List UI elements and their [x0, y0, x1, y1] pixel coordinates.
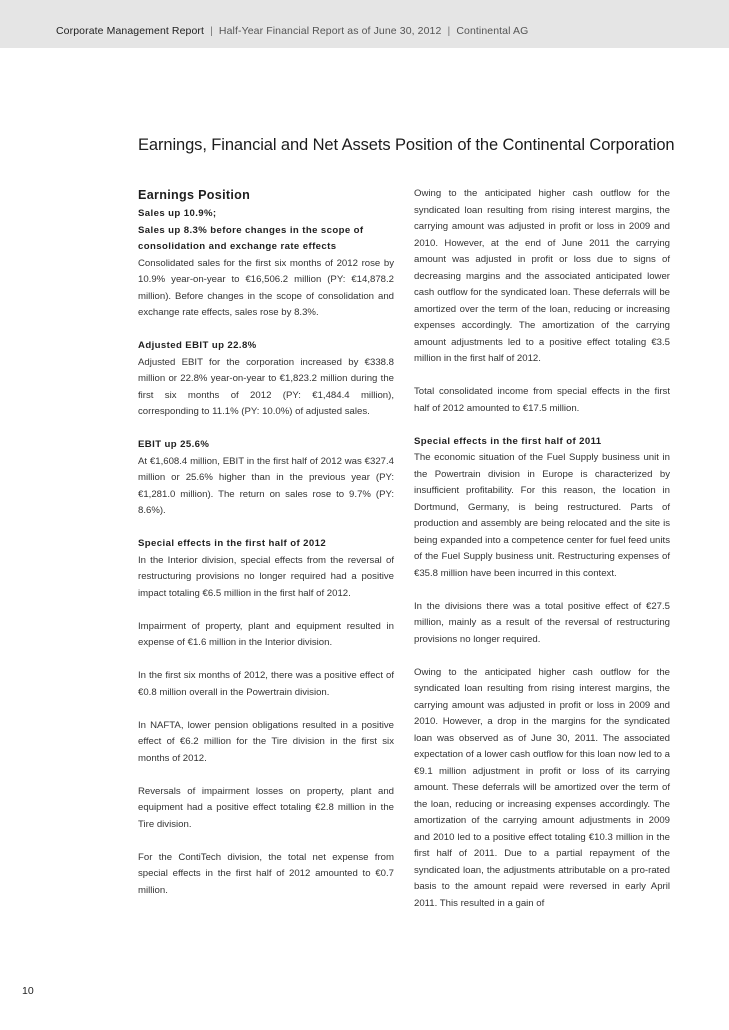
right-column	[414, 186, 670, 929]
earnings-position-heading: Earnings Position	[138, 188, 251, 202]
fuel-supply-paragraph: The economic situation of the Fuel Supply business unit in the Powertrain division in Europe is characterized by insufficient profitability. For this reason, the location in Dortmund, Germany, is being restructured. Parts of production and assembly are being relocated and the site is being expanded into a competence center for fuel feed units of the Fuel Supply business unit. Restructuring expenses of €35.8 million have been incurred in this context.	[414, 452, 670, 579]
sales-subhead-2: Sales up 8.3% before changes in the scope of consolidation and exchange rate effects	[138, 224, 364, 252]
nafta-pension-paragraph: In NAFTA, lower pension obligations resulted in a positive effect of €6.2 million for the Tire division in the first six months of 2012.	[138, 719, 394, 764]
adjusted-ebit-paragraph: Adjusted EBIT for the corporation increased by €338.8 million or 22.8% year-on-year to €1,823.2 million during the first six months of 2012 (PY: €1,484.4 million), corresponding to 11.1% (PY: 10.0%) of adjusted sales.	[138, 356, 394, 417]
powertrain-paragraph: In the first six months of 2012, there was a positive effect of €0.8 million overall in the Powertrain division.	[138, 670, 394, 698]
divisions-positive-effect-paragraph: In the divisions there was a total positive effect of €27.5 million, mainly as a result of the reversal of restructuring provisions no longer required.	[414, 600, 670, 645]
header-separator-1: |	[210, 25, 213, 37]
page-title: Earnings, Financial and Net Assets Position of the Continental Corporation	[138, 136, 675, 154]
sales-paragraph: Consolidated sales for the first six months of 2012 rose by 10.9% year-on-year to €16,506.2 million (PY: €14,878.2 million). Before changes in the scope of consolidation and exchange rate effects, sales rose by 8.3%.	[138, 257, 394, 318]
sales-subhead-1: Sales up 10.9%;	[138, 208, 217, 219]
header-company: Continental AG	[456, 25, 529, 37]
total-special-effects-paragraph: Total consolidated income from special effects in the first half of 2012 amounted to €17.5 million.	[414, 386, 670, 414]
impairment-interior-paragraph: Impairment of property, plant and equipment resulted in expense of €1.6 million in the Interior division.	[138, 620, 394, 648]
left-column	[138, 186, 394, 916]
page-header	[0, 0, 729, 48]
syndicated-loan-2011-paragraph: Owing to the anticipated higher cash outflow for the syndicated loan resulting from rising interest margins, the carrying amount was adjusted in profit or loss in 2009 and 2010. However, a drop in the margins for the syndicated loan was observed as of June 30, 2011. The associated expectation of a lower cash outflow for this loan now led to a €9.1 million adjustment in profit or loss of its carrying amount. These deferrals will be amortized over the term of the loan, reducing or increasing expenses accordingly. The amortization of the carrying amount adjustments in 2009 and 2010 led to a positive effect totaling €10.3 million in the first half of 2011. Due to a partial repayment of the syndicated loan, the adjustments attributable on a pro-rated basis to the amount repaid were reversed in early April 2011. This resulted in a gain of	[414, 666, 670, 909]
syndicated-loan-2012-paragraph: Owing to the anticipated higher cash outflow for the syndicated loan resulting from rising interest margins, the carrying amount was adjusted in profit or loss in 2009 and 2010. However, at the end of June 2011 the carrying amount was adjusted in profit or loss due to signs of decreasing margins and the associated anticipated lower cash outflow for the syndicated loan. These deferrals will be amortized over the term of the loan, reducing or increasing expenses accordingly. The amortization of the carrying amount adjustments led to a positive effect totaling €3.5 million in the first half of 2012.	[414, 188, 670, 364]
special-effects-2011-subhead: Special effects in the first half of 2011	[414, 435, 602, 447]
contitech-paragraph: For the ContiTech division, the total net expense from special effects in the first half of 2012 amounted to €0.7 million.	[138, 851, 394, 896]
adjusted-ebit-subhead: Adjusted EBIT up 22.8%	[138, 340, 257, 351]
header-separator-2: |	[447, 25, 451, 37]
special-effects-interior-paragraph: In the Interior division, special effects from the reversal of restructuring provisions no longer required had a positive impact totaling €6.5 million in the first half of 2012.	[138, 554, 394, 599]
ebit-subhead: EBIT up 25.6%	[138, 439, 210, 450]
page-number: 10	[22, 985, 34, 997]
special-effects-2012-subhead: Special effects in the first half of 2012	[138, 538, 327, 549]
tire-reversals-paragraph: Reversals of impairment losses on property, plant and equipment had a positive effect totaling €2.8 million in the Tire division.	[138, 785, 394, 830]
header-text	[56, 25, 528, 37]
ebit-paragraph: At €1,608.4 million, EBIT in the first half of 2012 was €327.4 million or 25.6% higher than in the previous year (PY: €1,281.0 million). The return on sales rose to 9.7% (PY: 8.6%).	[138, 455, 394, 516]
header-section: Corporate Management Report	[56, 25, 205, 37]
header-report: Half-Year Financial Report as of June 30, 2012	[218, 25, 442, 37]
